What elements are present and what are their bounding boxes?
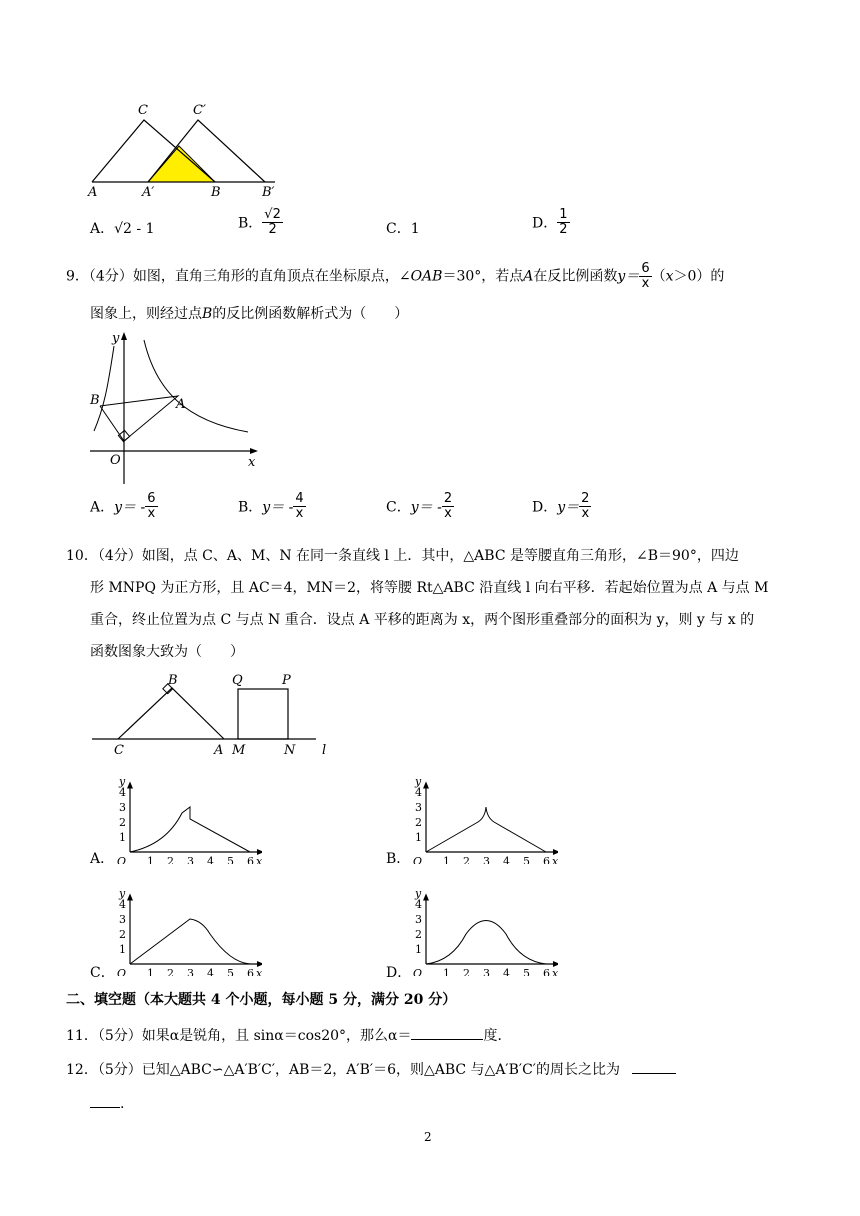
q10-option-c-letter[interactable]: C． bbox=[90, 965, 115, 981]
q10-option-b-letter[interactable]: B． bbox=[386, 851, 411, 867]
svg-text:B: B bbox=[168, 673, 178, 688]
q10-question-line3: 重合，终止位置为点 C 与点 N 重合．设点 A 平移的距离为 x，两个图形重叠部分的面积为 y，则 y 与 x 的 bbox=[90, 612, 755, 628]
x-tick-label: 6 bbox=[247, 855, 254, 864]
q8-figure bbox=[80, 98, 300, 202]
y-tick-label: 1 bbox=[119, 943, 126, 956]
q10-question-line4: 函数图象大致为（ ） bbox=[90, 644, 244, 660]
q8-label-c: C bbox=[138, 103, 148, 118]
svg-text:B: B bbox=[90, 393, 100, 408]
q8-label-a: A bbox=[88, 185, 98, 200]
y-axis-label: y bbox=[415, 775, 422, 788]
q9-question-line1: 9．（4分）如图，直角三角形的直角顶点在坐标原点，∠OAB＝30°，若点A在反比例函数y＝ $\frac{6}{x}$ （x＞0）的 bbox=[66, 261, 725, 291]
q12-question: 12．（5分）已知△ABC∽△A′B′C′，AB＝2，A′B′＝6，则△ABC 与△A′B′C′的周长之比为 bbox=[66, 1060, 676, 1080]
x-tick-label: 5 bbox=[227, 967, 234, 976]
y-axis-label: y bbox=[415, 887, 422, 900]
y-tick-label: 1 bbox=[119, 831, 126, 844]
y-axis-label: y bbox=[119, 887, 126, 900]
origin-label: O bbox=[413, 967, 423, 976]
q8-option-a[interactable]: A．√2 - 1 bbox=[90, 221, 155, 237]
svg-text:Q: Q bbox=[232, 673, 243, 688]
q10-question-line1: 10．（4分）如图，点 C、A、M、N 在同一条直线 l 上．其中，△ABC 是等腰直角三角形，∠B＝90°，四边 bbox=[66, 548, 739, 564]
y-axis-arrow bbox=[127, 894, 133, 901]
q8-option-b[interactable]: B． $\frac{√2}{2}$ bbox=[238, 207, 281, 237]
x-tick-label: 6 bbox=[543, 967, 550, 976]
y-tick-label: 3 bbox=[415, 913, 422, 926]
x-tick-label: 2 bbox=[167, 967, 174, 976]
q8-overlap-region bbox=[148, 146, 215, 182]
x-tick-label: 4 bbox=[207, 855, 214, 864]
x-tick-label: 1 bbox=[147, 967, 154, 976]
x-tick-label: 4 bbox=[503, 967, 510, 976]
section-2-heading: 二、填空题（本大题共 4 个小题，每小题 5 分，满分 20 分） bbox=[66, 992, 457, 1008]
q8-label-cp: C′ bbox=[193, 103, 206, 118]
y-tick-label: 4 bbox=[119, 786, 126, 799]
y-tick-label: 2 bbox=[119, 816, 126, 829]
function-curve bbox=[130, 807, 250, 852]
x-tick-label: 3 bbox=[187, 967, 194, 976]
origin-label: O bbox=[117, 855, 127, 864]
q8-option-d[interactable]: D． $\frac{1}{2}$ bbox=[532, 207, 568, 237]
svg-text:x: x bbox=[248, 455, 256, 470]
y-axis-arrow bbox=[423, 894, 429, 901]
svg-text:P: P bbox=[282, 673, 291, 688]
q9-option-d[interactable]: D．y＝ $\frac{2}{x}$ bbox=[532, 491, 590, 521]
y-axis-arrow bbox=[423, 782, 429, 789]
x-tick-label: 1 bbox=[443, 967, 450, 976]
q12-answer-blank-line2[interactable] bbox=[90, 1107, 120, 1108]
origin-label: O bbox=[413, 855, 423, 864]
x-axis-label: x bbox=[256, 967, 262, 976]
x-tick-label: 6 bbox=[543, 855, 550, 864]
svg-text:y: y bbox=[112, 331, 120, 346]
page-number: 2 bbox=[424, 1130, 432, 1144]
svg-text:M: M bbox=[232, 743, 246, 756]
y-axis-label: y bbox=[119, 775, 126, 788]
x-tick-label: 2 bbox=[167, 855, 174, 864]
y-tick-label: 2 bbox=[415, 928, 422, 941]
x-tick-label: 1 bbox=[443, 855, 450, 864]
q8-label-bp: B′ bbox=[262, 185, 275, 200]
y-tick-label: 4 bbox=[415, 898, 422, 911]
q9-question-line2: 图象上，则经过点B的反比例函数解析式为（ ） bbox=[90, 306, 409, 322]
x-tick-label: 3 bbox=[483, 967, 490, 976]
svg-text:A: A bbox=[214, 743, 224, 756]
x-tick-label: 2 bbox=[463, 967, 470, 976]
q8-label-b: B bbox=[211, 185, 221, 200]
q10-option-b-graph[interactable] bbox=[408, 760, 558, 864]
y-tick-label: 3 bbox=[119, 801, 126, 814]
q12-answer-blank-line1[interactable] bbox=[632, 1073, 676, 1074]
svg-text:C: C bbox=[114, 743, 124, 756]
x-tick-label: 5 bbox=[523, 967, 530, 976]
y-tick-label: 1 bbox=[415, 831, 422, 844]
q10-option-c-graph[interactable] bbox=[112, 872, 262, 976]
q9-option-a[interactable]: A．y＝ - $\frac{6}{x}$ bbox=[90, 491, 156, 521]
y-tick-label: 4 bbox=[119, 898, 126, 911]
svg-text:O: O bbox=[110, 453, 121, 468]
q10-option-a-letter[interactable]: A． bbox=[90, 851, 115, 867]
q11-question: 11．（5分）如果α是锐角，且 sinα＝cos20°，那么α＝ 度． bbox=[66, 1028, 512, 1044]
q9-option-b[interactable]: B．y＝ - $\frac{4}{x}$ bbox=[238, 491, 304, 521]
y-tick-label: 1 bbox=[415, 943, 422, 956]
q8-label-ap: A′ bbox=[142, 185, 155, 200]
y-tick-label: 4 bbox=[415, 786, 422, 799]
q8-option-c[interactable]: C．1 bbox=[386, 221, 420, 237]
svg-text:N: N bbox=[284, 743, 296, 756]
x-tick-label: 4 bbox=[207, 967, 214, 976]
q9-option-c[interactable]: C．y＝ - $\frac{2}{x}$ bbox=[386, 491, 453, 521]
origin-label: O bbox=[117, 967, 127, 976]
q10-question-line2: 形 MNPQ 为正方形，且 AC＝4，MN＝2，将等腰 Rt△ABC 沿直线 l 向右平移．若起始位置为点 A 与点 M bbox=[90, 580, 769, 596]
svg-text:A: A bbox=[176, 397, 186, 412]
x-tick-label: 6 bbox=[247, 967, 254, 976]
x-tick-label: 2 bbox=[463, 855, 470, 864]
q9-figure bbox=[86, 326, 266, 486]
q10-option-d-letter[interactable]: D． bbox=[386, 965, 412, 981]
y-tick-label: 3 bbox=[415, 801, 422, 814]
function-curve bbox=[130, 919, 250, 964]
q11-answer-blank[interactable] bbox=[411, 1039, 483, 1040]
x-tick-label: 3 bbox=[483, 855, 490, 864]
x-tick-label: 3 bbox=[187, 855, 194, 864]
q12-question-cont: . bbox=[90, 1094, 124, 1114]
y-tick-label: 3 bbox=[119, 913, 126, 926]
y-tick-label: 2 bbox=[415, 816, 422, 829]
x-tick-label: 4 bbox=[503, 855, 510, 864]
x-tick-label: 5 bbox=[227, 855, 234, 864]
x-axis-label: x bbox=[552, 855, 558, 864]
svg-text:l: l bbox=[322, 743, 327, 756]
q10-option-a-graph[interactable] bbox=[112, 760, 262, 864]
function-curve bbox=[426, 921, 546, 965]
q10-option-d-graph[interactable] bbox=[408, 872, 558, 976]
function-curve bbox=[426, 807, 546, 852]
x-axis-label: x bbox=[552, 967, 558, 976]
x-tick-label: 5 bbox=[523, 855, 530, 864]
y-tick-label: 2 bbox=[119, 928, 126, 941]
x-axis-label: x bbox=[256, 855, 262, 864]
x-tick-label: 1 bbox=[147, 855, 154, 864]
y-axis-arrow bbox=[127, 782, 133, 789]
q10-figure bbox=[90, 668, 340, 756]
